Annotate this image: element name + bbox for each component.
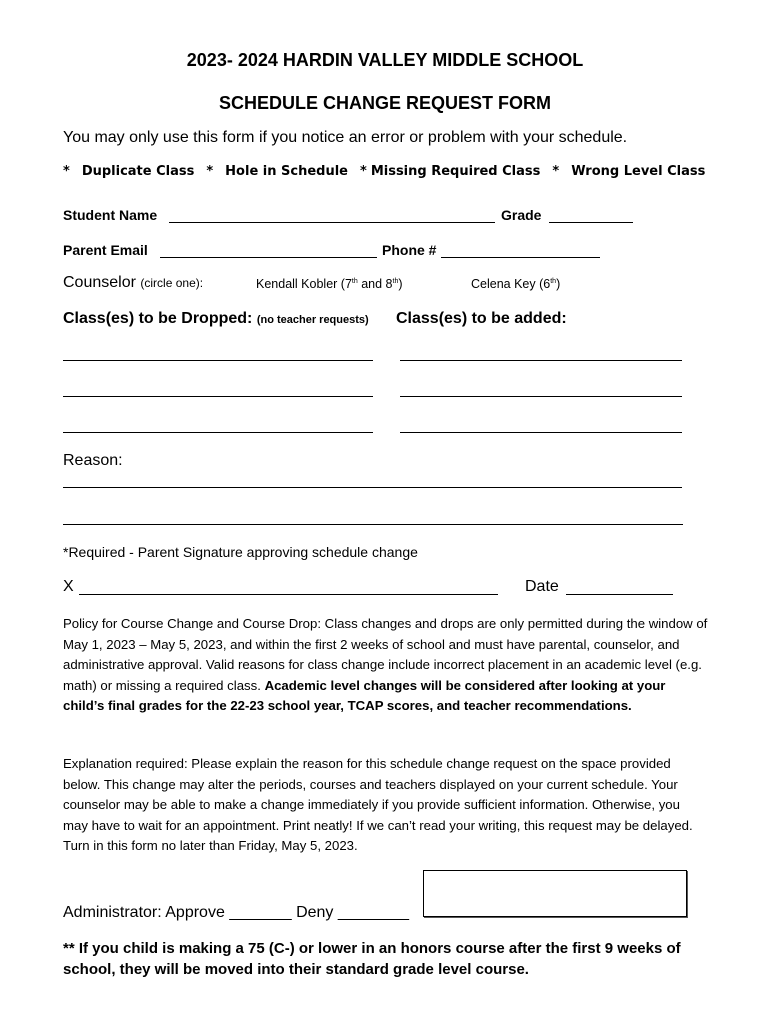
policy-paragraph (63, 614, 708, 717)
ordinal-suffix: th (351, 277, 358, 285)
phone-field[interactable] (441, 257, 600, 258)
counselor-option-key-end: ) (556, 277, 561, 291)
classes-added-label: Class(es) to be added: (396, 310, 567, 327)
issue-duplicate-class: Duplicate Class (81, 164, 195, 179)
policy-bold-text: Academic level changes will be considered after looking at your child’s final grades for the 22-23 school year, TCAP scores, and teacher recommendations. (63, 677, 666, 714)
phone-label: Phone # (382, 242, 437, 258)
ordinal-suffix: th (550, 277, 557, 285)
honors-course-note: ** If you child is making a 75 (C-) or lower in an honors course after the first 9 weeks of school, they will be moved into their standard grade level course. (63, 940, 681, 978)
classes-dropped-label: Class(es) to be Dropped: (63, 310, 253, 327)
administrator-signature-box[interactable] (423, 870, 687, 917)
grade-label: Grade (501, 207, 542, 223)
reason-field-1[interactable] (63, 487, 682, 488)
classes-dropped-hint: (no teacher requests) (256, 314, 369, 326)
grade-field[interactable] (549, 222, 633, 223)
signature-x-label: X (63, 578, 74, 595)
counselor-option-kobler-end: ) (398, 277, 403, 291)
reason-label: Reason: (63, 452, 123, 469)
issue-missing-required-class: Missing Required Class (370, 164, 541, 179)
parent-email-label: Parent Email (63, 242, 148, 258)
intro-text: You may only use this form if you notice an error or problem with your schedule. (63, 129, 628, 146)
issue-list (63, 164, 705, 179)
explanation-paragraph: Explanation required: Please explain the reason for this schedule change request on the space provided below. This change may alter the periods, courses and teachers displayed on your current schedule. Your counselor may be able to make a change immediately if you provide sufficient information. Otherwise, you may have to wait for an appointment. Print neatly! If we can’t read your writing, this request may be delayed. Turn in this form no later than Friday, May 5, 2023. (63, 756, 693, 854)
added-class-field-2[interactable] (400, 396, 682, 397)
ordinal-suffix: th (392, 277, 399, 285)
date-field[interactable] (566, 594, 673, 595)
counselor-title: Counselor (63, 274, 136, 291)
signature-required-text: *Required - Parent Signature approving schedule change (63, 544, 418, 560)
policy-text: Policy for Course Change and Course Drop: Class changes and drops are only permitted during the window of May 1, 2023 – May 5, 2023, and within the first 2 weeks of school and must have parental, counselor, and administrative approval. Valid reasons for class change include incorrect placement in an academic level (e.g. math) or missing a required class. (63, 616, 708, 693)
classes-dropped-heading (63, 310, 369, 328)
dropped-class-field-1[interactable] (63, 360, 373, 361)
counselor-option-key[interactable] (471, 277, 560, 291)
student-name-label: Student Name (63, 207, 158, 223)
dropped-class-field-3[interactable] (63, 432, 373, 433)
counselor-option-key-text: Celena Key (6 (471, 277, 551, 291)
issue-wrong-level-class: Wrong Level Class (571, 164, 706, 179)
counselor-option-kobler[interactable] (256, 277, 403, 291)
administrator-approve-label: Administrator: Approve (63, 904, 225, 921)
dropped-class-field-2[interactable] (63, 396, 373, 397)
student-name-field[interactable] (169, 222, 495, 223)
reason-field-2[interactable] (63, 524, 683, 525)
date-label: Date (525, 578, 559, 595)
page-title: 2023- 2024 HARDIN VALLEY MIDDLE SCHOOL (186, 50, 584, 70)
counselor-hint: (circle one): (140, 276, 204, 290)
parent-email-field[interactable] (160, 257, 377, 258)
counselor-option-kobler-mid: and 8 (357, 277, 393, 291)
parent-signature-field[interactable] (79, 594, 498, 595)
issue-bullet: * (63, 164, 70, 179)
approve-blank[interactable]: _______ (229, 904, 292, 921)
deny-blank[interactable]: ________ (337, 904, 410, 921)
issue-hole-in-schedule: Hole in Schedule (225, 164, 348, 179)
issue-bullet: * (360, 164, 367, 179)
deny-label: Deny (296, 904, 334, 921)
administrator-approval (63, 904, 409, 922)
added-class-field-3[interactable] (400, 432, 682, 433)
issue-bullet: * (206, 164, 214, 179)
added-class-field-1[interactable] (400, 360, 682, 361)
form-title: SCHEDULE CHANGE REQUEST FORM (218, 93, 551, 113)
issue-bullet: * (552, 164, 560, 179)
counselor-label (63, 274, 203, 292)
counselor-option-kobler-text: Kendall Kobler (7 (256, 277, 352, 291)
